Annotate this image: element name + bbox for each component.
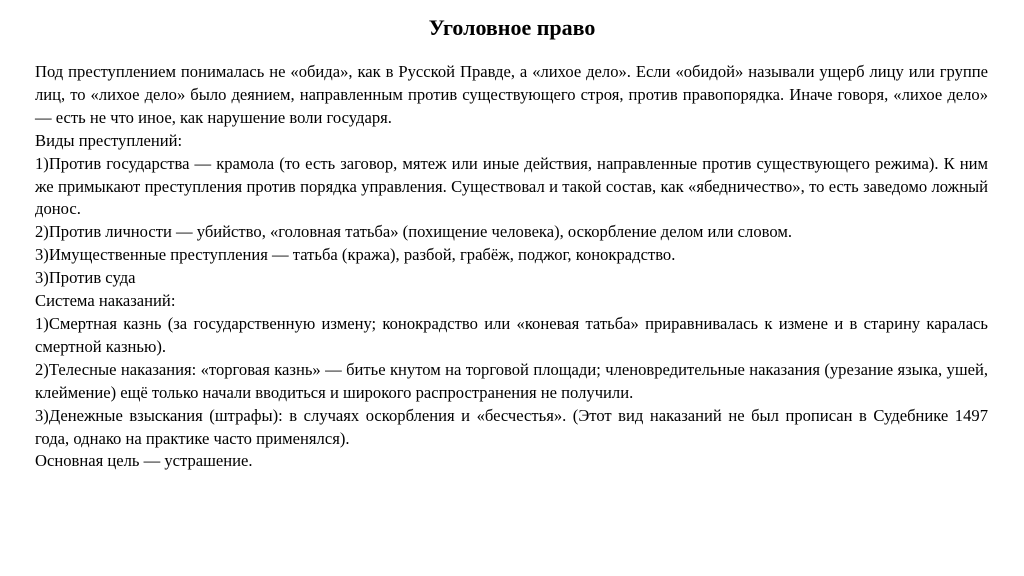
paragraph-main-goal: Основная цель — устрашение. bbox=[35, 451, 253, 471]
paragraph-corporal-punishment: 2)Телесные наказания: «торговая казнь» — битье кнутом на торговой площади; членовредительные наказания (урезание языка, ушей, клеймение) ещё только начали вводиться и широкого распространения не получили. bbox=[35, 359, 988, 402]
paragraph-death-penalty: 1)Смертная казнь (за государственную измену; конокрадство или «коневая татьба» приравнивалась к измене и в старину каралась смертной казнью). bbox=[35, 313, 988, 356]
paragraph-fines: 3)Денежные взыскания (штрафы): в случаях оскорбления и «бесчестья». (Этот вид наказаний не был прописан в Судебнике 1497 года, однако на практике часто применялся). bbox=[35, 405, 988, 448]
paragraph-crime-types-heading: Виды преступлений: bbox=[35, 130, 183, 150]
slide-title: Уголовное право bbox=[428, 15, 596, 40]
paragraph-punishment-system-heading: Система наказаний: bbox=[35, 291, 176, 311]
paragraph-crime-against-person: 2)Против личности — убийство, «головная татьба» (похищение человека), оскорбление делом или словом. bbox=[35, 222, 792, 242]
paragraph-crime-against-state: 1)Против государства — крамола (то есть заговор, мятеж или иные действия, направленные против существующего режима). К ним же примыкают преступления против порядка управления. Существовал и такой состав, как «ябедничество», то есть заведомо ложный донос. bbox=[35, 153, 988, 219]
paragraph-property-crimes: 3)Имущественные преступления — татьба (кража), разбой, грабёж, поджог, конокрадство. bbox=[35, 245, 676, 265]
paragraph-definition: Под преступлением понималась не «обида», как в Русской Правде, а «лихое дело». Если «обидой» называли ущерб лицу или группе лиц, то «лихое дело» было деянием, направленным против существующего строя, против правопорядка. Иначе говоря, «лихое дело» — есть не что иное, как нарушение воли государя. bbox=[35, 62, 988, 127]
slide-body bbox=[35, 61, 988, 473]
paragraph-crime-against-court: 3)Против суда bbox=[35, 268, 136, 288]
